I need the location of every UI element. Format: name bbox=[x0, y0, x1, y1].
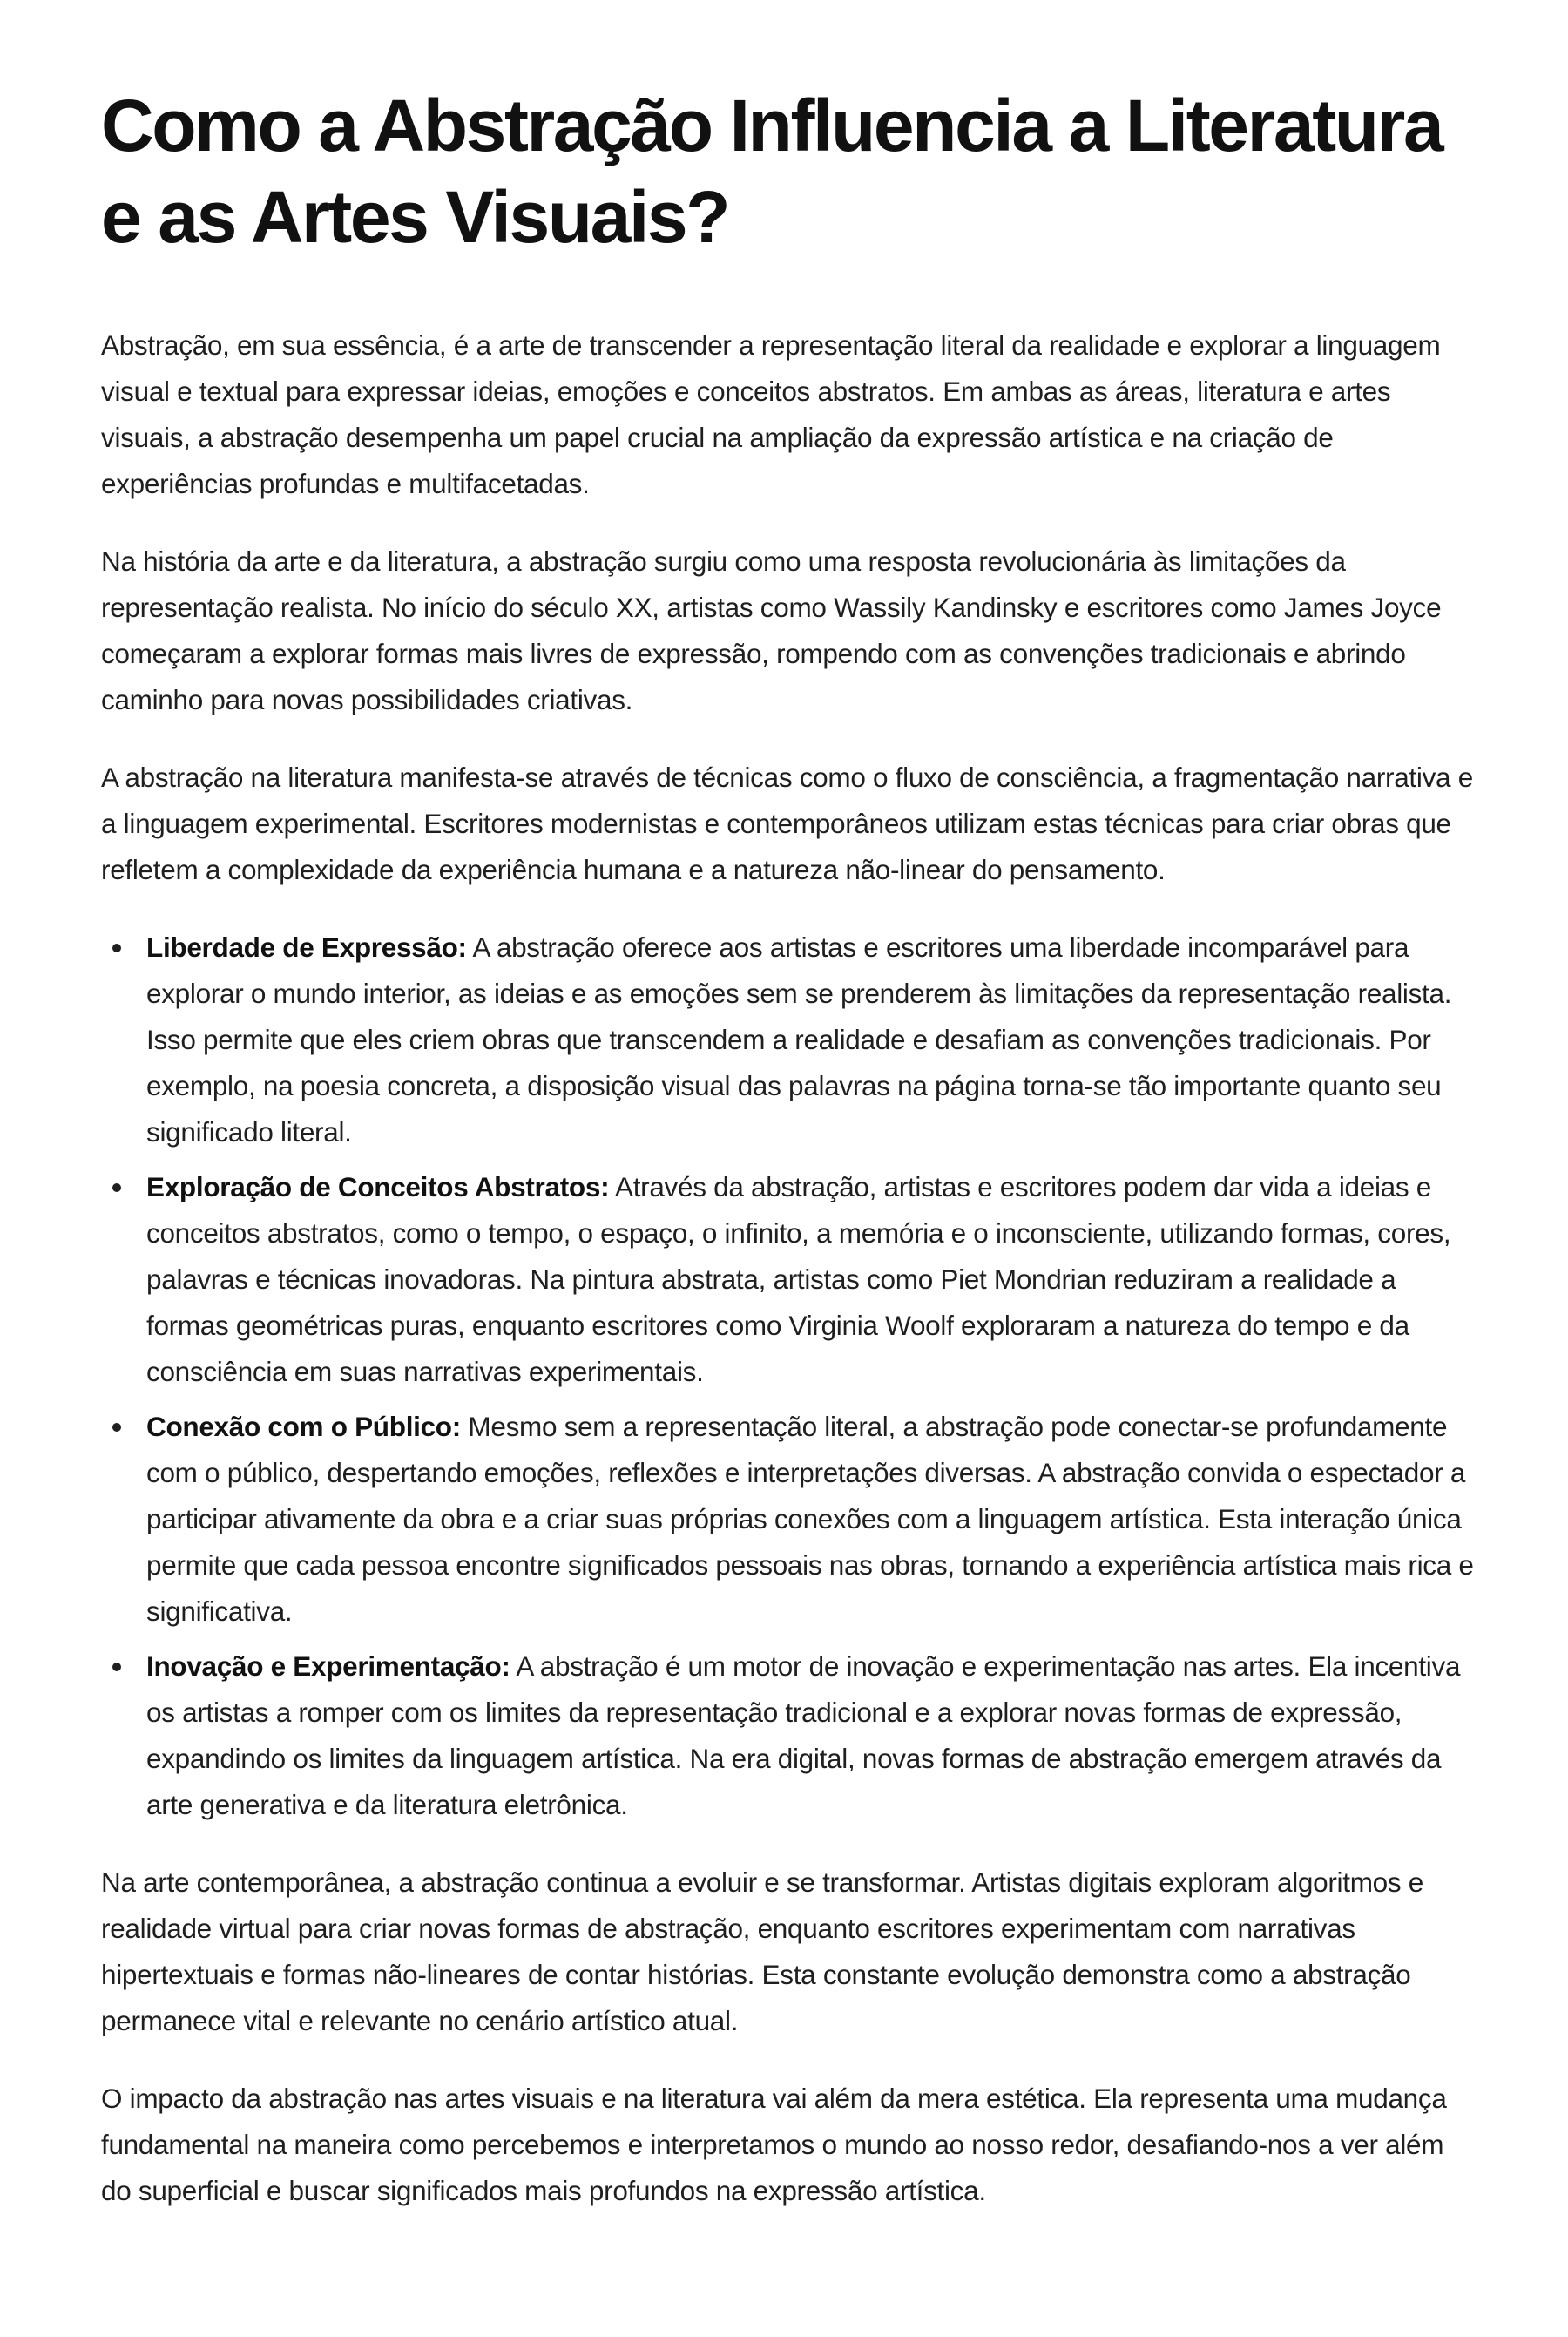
bullet-list bbox=[101, 925, 1477, 1828]
list-item-liberdade bbox=[146, 925, 1477, 1155]
list-item-inovacao bbox=[146, 1643, 1477, 1828]
bullet-dot-icon bbox=[112, 1183, 121, 1192]
bullet-dot-icon bbox=[112, 1423, 121, 1432]
list-item-text: A abstração oferece aos artistas e escritores uma liberdade incomparável para explorar o mundo interior, as ideias e as emoções sem se prenderem às limitações da representação realista. Isso permite que eles criem obras que transcendem a realidade e desafiam as convenções tradicionais. Por exemplo, na poesia concreta, a disposição visual das palavras na página torna-se tão importante quanto seu significado literal. bbox=[146, 931, 1452, 1148]
list-item-term: Conexão com o Público: bbox=[146, 1411, 461, 1442]
bullet-dot-icon bbox=[112, 944, 121, 952]
list-item-conexao bbox=[146, 1404, 1477, 1635]
article-title: Como a Abstração Influencia a Literatura e as Artes Visuais? bbox=[101, 85, 1443, 258]
list-item-term: Inovação e Experimentação: bbox=[146, 1650, 510, 1682]
list-item-term: Liberdade de Expressão: bbox=[146, 931, 467, 963]
intro-paragraph-2: Na história da arte e da literatura, a abstração surgiu como uma resposta revolucionária às limitações da representação realista. No início do século XX, artistas como Wassily Kandinsky e escritores como James Joyce começaram a explorar formas mais livres de expressão, rompendo com as convenções tradicionais e abrindo caminho para novas possibilidades criativas. bbox=[101, 545, 1442, 715]
article bbox=[101, 80, 1477, 2246]
list-item-text: Mesmo sem a representação literal, a abstração pode conectar-se profundamente com o público, despertando emoções, reflexões e interpretações diversas. A abstração convida o espectador a participar ativamente da obra e a criar suas próprias conexões com a linguagem artística. Esta interação única permite que cada pessoa encontre significados pessoais nas obras, tornando a experiência artística mais rica e significativa. bbox=[146, 1411, 1474, 1627]
intro-paragraph-1: Abstração, em sua essência, é a arte de transcender a representação literal da realidade e explorar a linguagem visual e textual para expressar ideias, emoções e conceitos abstratos. Em ambas as áreas, literatura e artes visuais, a abstração desempenha um papel crucial na ampliação da expressão artística e na criação de experiências profundas e multifacetadas. bbox=[101, 329, 1441, 499]
intro-paragraph-3: A abstração na literatura manifesta-se através de técnicas como o fluxo de consciência, a fragmentação narrativa e a linguagem experimental. Escritores modernistas e contemporâneos utilizam estas técnicas para criar obras que refletem a complexidade da experiência humana e a natureza não-linear do pensamento. bbox=[101, 762, 1473, 885]
bullet-dot-icon bbox=[112, 1663, 121, 1671]
closing-paragraph-1: Na arte contemporânea, a abstração continua a evoluir e se transformar. Artistas digitais exploram algoritmos e realidade virtual para criar novas formas de abstração, enquanto escritores experimentam com narrativas hipertextuais e formas não-lineares de contar histórias. Esta constante evolução demonstra como a abstração permanece vital e relevante no cenário artístico atual. bbox=[101, 1866, 1423, 2036]
list-item-exploracao bbox=[146, 1164, 1477, 1395]
list-item-term: Exploração de Conceitos Abstratos: bbox=[146, 1171, 610, 1202]
closing-paragraph-2: O impacto da abstração nas artes visuais e na literatura vai além da mera estética. Ela representa uma mudança fundamental na maneira como percebemos e interpretamos o mundo ao nosso redor, desafiando-nos a ver além do superficial e buscar significados mais profundos na expressão artística. bbox=[101, 2083, 1447, 2206]
list-item-text: A abstração é um motor de inovação e experimentação nas artes. Ela incentiva os artistas a romper com os limites da representação tradicional e a explorar novas formas de expressão, expandindo os limites da linguagem artística. Na era digital, novas formas de abstração emergem através da arte generativa e da literatura eletrônica. bbox=[146, 1650, 1461, 1820]
list-item-text: Através da abstração, artistas e escritores podem dar vida a ideias e conceitos abstratos, como o tempo, o espaço, o infinito, a memória e o inconsciente, utilizando formas, cores, palavras e técnicas inovadoras. Na pintura abstrata, artistas como Piet Mondrian reduziram a realidade a formas geométricas puras, enquanto escritores como Virginia Woolf exploraram a natureza do tempo e da consciência em suas narrativas experimentais. bbox=[146, 1171, 1451, 1387]
